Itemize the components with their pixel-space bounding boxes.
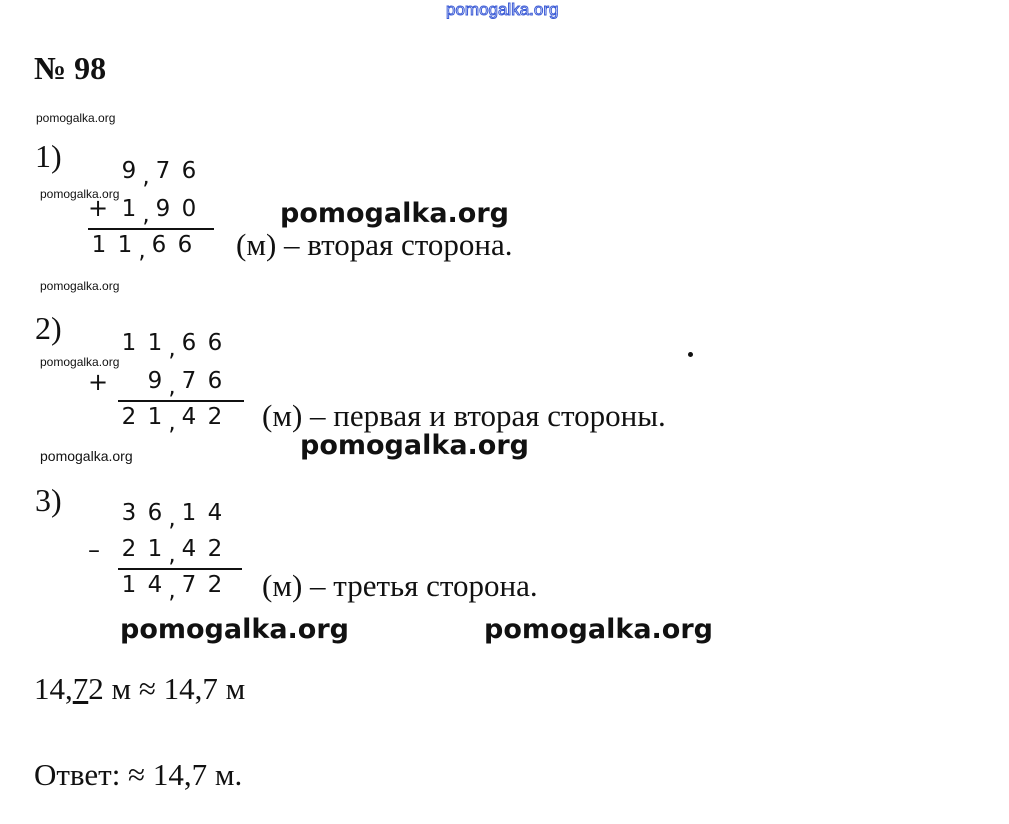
watermark-big: pomogalka.org	[300, 430, 529, 461]
ink-dot	[688, 352, 693, 357]
rounding-underlined-digit: 7	[72, 671, 89, 706]
digit: 4	[181, 404, 197, 430]
digit: 6	[177, 232, 193, 258]
comma: ,	[168, 542, 176, 568]
step-3-row-1	[116, 500, 228, 532]
plus-sign: +	[88, 368, 109, 396]
plus-sign: +	[88, 194, 109, 222]
digit: 1	[91, 232, 107, 258]
step-3-label: 3)	[35, 482, 62, 518]
step-2-result	[116, 404, 228, 436]
rounding-prefix: 14,	[34, 671, 73, 706]
rounding-suffix: 2 м ≈ 14,7 м	[88, 671, 246, 706]
comma: ,	[142, 202, 150, 228]
comma: ,	[168, 374, 176, 400]
comma: ,	[168, 578, 176, 604]
watermark-small: pomogalka.org	[40, 187, 120, 201]
watermark-small: pomogalka.org	[40, 448, 133, 464]
digit: 2	[121, 536, 137, 562]
watermark-small: pomogalka.org	[40, 355, 120, 369]
comma: ,	[138, 238, 146, 264]
step-1-row-1	[116, 158, 202, 190]
comma: ,	[168, 336, 176, 362]
step-2-caption: (м) – первая и вторая стороны.	[262, 398, 666, 433]
digit: 2	[121, 404, 137, 430]
answer-line: Ответ: ≈ 14,7 м.	[34, 757, 243, 792]
difference-line	[118, 568, 242, 570]
digit: 7	[155, 158, 171, 184]
step-1-label: 1)	[35, 138, 62, 174]
digit: 6	[181, 330, 197, 356]
digit: 7	[181, 368, 197, 394]
digit: 2	[207, 572, 223, 598]
digit: 1	[121, 330, 137, 356]
digit: 4	[181, 536, 197, 562]
sum-line	[118, 400, 244, 402]
digit: 0	[181, 196, 197, 222]
digit: 1	[117, 232, 133, 258]
rounding-line	[34, 671, 245, 707]
comma: ,	[168, 506, 176, 532]
step-2-row-1	[116, 330, 228, 362]
digit: 1	[147, 404, 163, 430]
comma: ,	[142, 164, 150, 190]
digit: 2	[207, 404, 223, 430]
step-3-result	[116, 572, 228, 604]
minus-sign: –	[88, 536, 100, 564]
digit: 9	[121, 158, 137, 184]
digit: 3	[121, 500, 137, 526]
digit: 9	[147, 368, 163, 394]
digit: 1	[147, 536, 163, 562]
sum-line	[88, 228, 214, 230]
digit: 6	[207, 330, 223, 356]
problem-number: № 98	[34, 50, 107, 86]
step-1-caption: (м) – вторая сторона.	[236, 227, 513, 262]
digit: 6	[147, 500, 163, 526]
watermark-big: pomogalka.org	[280, 198, 509, 229]
step-3-caption: (м) – третья сторона.	[262, 568, 538, 603]
step-2-row-2	[142, 368, 228, 400]
step-2-label: 2)	[35, 310, 62, 346]
watermark-small: pomogalka.org	[36, 111, 116, 125]
digit: 4	[147, 572, 163, 598]
digit: 6	[181, 158, 197, 184]
digit: 1	[147, 330, 163, 356]
step-1-result	[86, 232, 198, 264]
step-1-row-2	[116, 196, 202, 228]
digit: 4	[207, 500, 223, 526]
digit: 9	[155, 196, 171, 222]
watermark-big: pomogalka.org	[120, 614, 349, 645]
watermark-big: pomogalka.org	[484, 614, 713, 645]
watermark-small: pomogalka.org	[40, 279, 120, 293]
top-watermark[interactable]: pomogalka.org	[446, 0, 559, 19]
digit: 6	[207, 368, 223, 394]
comma: ,	[168, 410, 176, 436]
digit: 1	[121, 572, 137, 598]
digit: 7	[181, 572, 197, 598]
digit: 1	[181, 500, 197, 526]
digit: 1	[121, 196, 137, 222]
digit: 2	[207, 536, 223, 562]
digit: 6	[151, 232, 167, 258]
step-3-row-2	[116, 536, 228, 568]
